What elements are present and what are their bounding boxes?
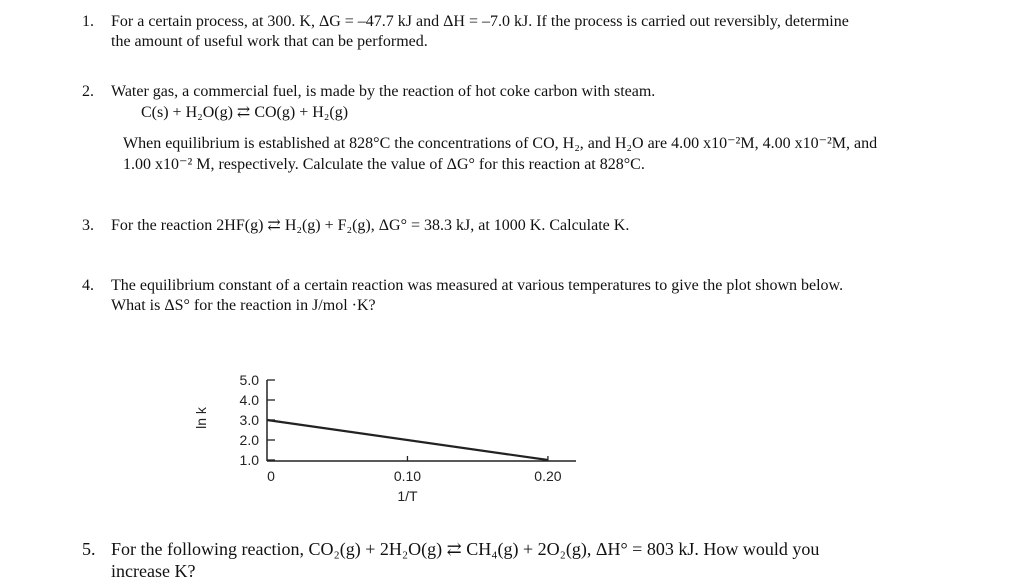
problem-2-line-4: 1.00 x10⁻² M, respectively. Calculate the value of ΔG° for this reaction at 828°C. bbox=[123, 156, 645, 173]
y-tick-label: 1.0 bbox=[239, 452, 259, 468]
x-tick-label: 0.10 bbox=[393, 468, 422, 484]
problem-1-line-2: the amount of useful work that can be performed. bbox=[111, 33, 428, 50]
x-tick-label: 0.20 bbox=[534, 468, 562, 484]
y-tick-label: 5.0 bbox=[239, 372, 259, 388]
problem-3-line-1: For the reaction 2HF(g) ⇄ H₂(g) + F₂(g), ΔG° = 38.3 kJ, at 1000 K. Calculate K. bbox=[111, 217, 630, 234]
problem-1-number: 1. bbox=[82, 13, 94, 30]
problem-5-line-1: For the following reaction, CO₂(g) + 2H₂O(g) ⇄ CH₄(g) + 2O₂(g), ΔH° = 803 kJ. How would you bbox=[111, 539, 820, 559]
x-tick-label: 0 bbox=[267, 468, 275, 484]
data-series-line bbox=[267, 420, 548, 460]
problem-5-line-2: increase K? bbox=[111, 561, 196, 581]
problem-3-number: 3. bbox=[82, 217, 94, 234]
problem-4-line-2: What is ΔS° for the reaction in J/mol ·K? bbox=[111, 297, 376, 314]
problem-1-line-1: For a certain process, at 300. K, ΔG = –47.7 kJ and ΔH = –7.0 kJ. If the process is carried out reversibly, determine bbox=[111, 13, 849, 30]
problem-4-number: 4. bbox=[82, 277, 94, 294]
y-tick-label: 4.0 bbox=[239, 392, 259, 408]
x-axis-label: 1/T bbox=[397, 488, 418, 504]
y-axis-label: ln k bbox=[193, 407, 209, 429]
y-tick-label: 3.0 bbox=[239, 412, 259, 428]
problem-4-line-1: The equilibrium constant of a certain reaction was measured at various temperatures to give the plot shown below. bbox=[111, 277, 844, 294]
problem-2-number: 2. bbox=[82, 83, 94, 100]
y-tick-label: 2.0 bbox=[239, 432, 259, 448]
problem-2-line-1: Water gas, a commercial fuel, is made by the reaction of hot coke carbon with steam. bbox=[111, 83, 656, 100]
problem-2-line-3: When equilibrium is established at 828°C the concentrations of CO, H₂, and H₂O are 4.00 x10⁻²M, 4.00 x10⁻²M, and bbox=[123, 135, 878, 152]
problem-2-reaction: C(s) + H₂O(g) ⇄ CO(g) + H₂(g) bbox=[141, 104, 349, 121]
problem-5-number: 5. bbox=[82, 539, 96, 559]
